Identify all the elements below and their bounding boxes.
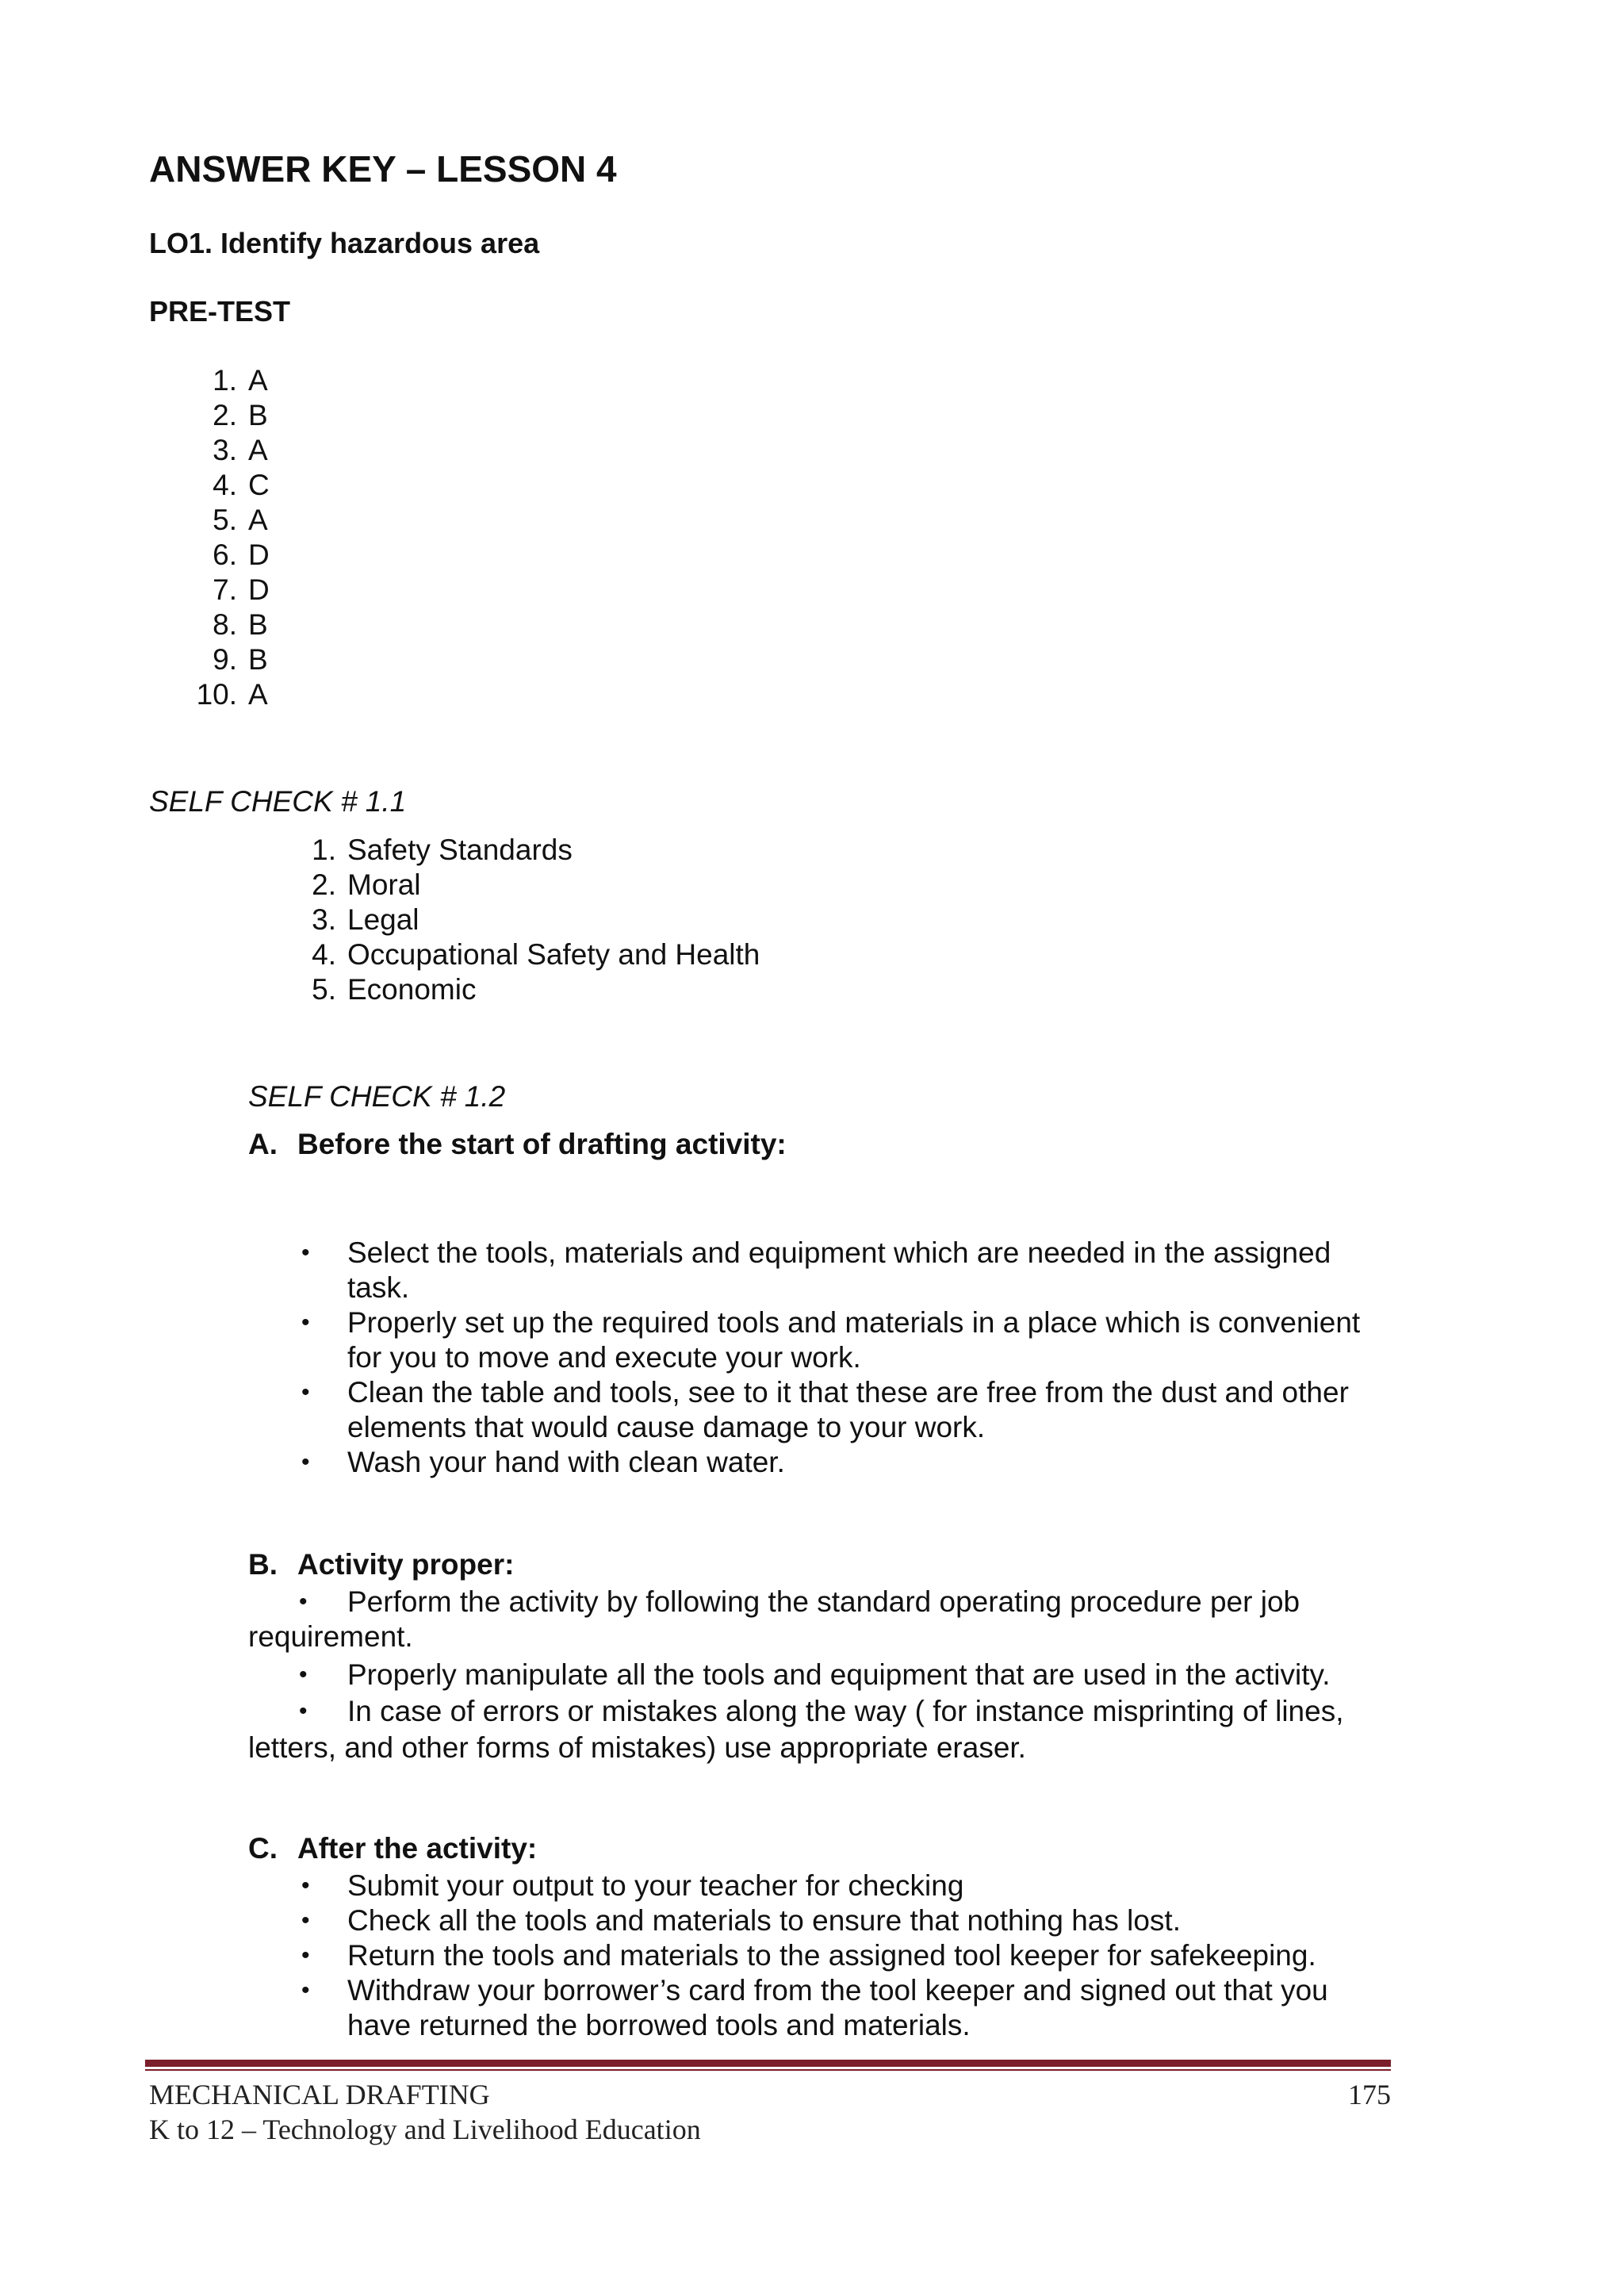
list-item: • Properly set up the required tools and materials in a place which is convenient for you to move and execute your work.	[301, 1306, 1361, 1374]
self-check-1-1-list	[312, 833, 760, 1007]
section-b-title: Activity proper:	[297, 1548, 515, 1581]
bullet-icon: •	[301, 1872, 310, 1899]
section-c-bullets	[301, 1869, 1394, 2043]
list-item: • Return the tools and materials to the assigned tool keeper for safekeeping.	[301, 1939, 1316, 1972]
footer-divider-thin	[145, 2069, 1391, 2071]
self-check-1-1-heading: SELF CHECK # 1.1	[149, 785, 407, 818]
page-title: ANSWER KEY – LESSON 4	[149, 148, 617, 190]
bullet-icon: •	[299, 1662, 308, 1688]
list-item: 3. A	[213, 434, 268, 466]
list-item: • Clean the table and tools, see to it that these are free from the dust and other elements that would cause damage to your work.	[301, 1376, 1349, 1443]
list-item: 5. A	[213, 504, 268, 536]
bullet-icon: •	[301, 1942, 310, 1968]
bullet-icon: •	[301, 1240, 310, 1266]
pretest-heading: PRE-TEST	[149, 295, 291, 328]
bullet-icon: •	[301, 1449, 310, 1475]
pretest-answer-list	[196, 363, 270, 712]
section-b-item-1-cont: requirement.	[248, 1620, 413, 1653]
self-check-1-2-heading: SELF CHECK # 1.2	[248, 1080, 506, 1113]
list-item: 6. D	[213, 539, 270, 571]
list-item: 9. B	[213, 643, 268, 676]
bullet-icon: •	[299, 1698, 308, 1724]
bullet-icon: •	[301, 1309, 310, 1336]
list-item: 8. B	[213, 608, 268, 641]
list-item: 2. B	[213, 399, 268, 431]
bullet-icon: •	[299, 1589, 308, 1615]
section-a-bullets	[301, 1236, 1394, 1480]
list-item: 2. Moral	[312, 868, 421, 901]
section-b-item-3-cont: letters, and other forms of mistakes) use appropriate eraser.	[248, 1731, 1026, 1764]
list-item: • Select the tools, materials and equipment which are needed in the assigned task.	[301, 1236, 1331, 1304]
bullet-icon: •	[301, 1379, 310, 1405]
list-item: 3. Legal	[312, 903, 419, 936]
page-number: 175	[1348, 2079, 1391, 2110]
list-item: 4. C	[213, 469, 270, 501]
list-item: 5. Economic	[312, 973, 477, 1006]
bullet-icon: •	[301, 1907, 310, 1934]
list-item: 7. D	[213, 573, 270, 606]
list-item: • Submit your output to your teacher for checking	[301, 1869, 964, 1902]
section-c-title: After the activity:	[297, 1832, 538, 1865]
list-item: • Check all the tools and materials to ensure that nothing has lost.	[301, 1904, 1181, 1937]
section-b-label: B.	[248, 1548, 278, 1581]
section-a-title: Before the start of drafting activity:	[297, 1128, 787, 1160]
footer-program: K to 12 – Technology and Livelihood Education	[149, 2114, 701, 2145]
list-item: 1. Safety Standards	[312, 834, 573, 866]
bullet-icon: •	[301, 1977, 310, 2003]
section-c-label: C.	[248, 1832, 278, 1865]
lo-heading: LO1. Identify hazardous area	[149, 227, 540, 259]
list-item: 4. Occupational Safety and Health	[312, 938, 760, 971]
section-a-label: A.	[248, 1128, 278, 1160]
list-item: 1. A	[213, 364, 268, 397]
list-item: • Withdraw your borrower’s card from the tool keeper and signed out that you have returned the borrowed tools and materials.	[301, 1974, 1328, 2041]
list-item: • Wash your hand with clean water.	[301, 1446, 785, 1478]
list-item: 10. A	[196, 678, 268, 711]
footer-subject: MECHANICAL DRAFTING	[149, 2079, 490, 2110]
footer-divider	[145, 2060, 1391, 2067]
